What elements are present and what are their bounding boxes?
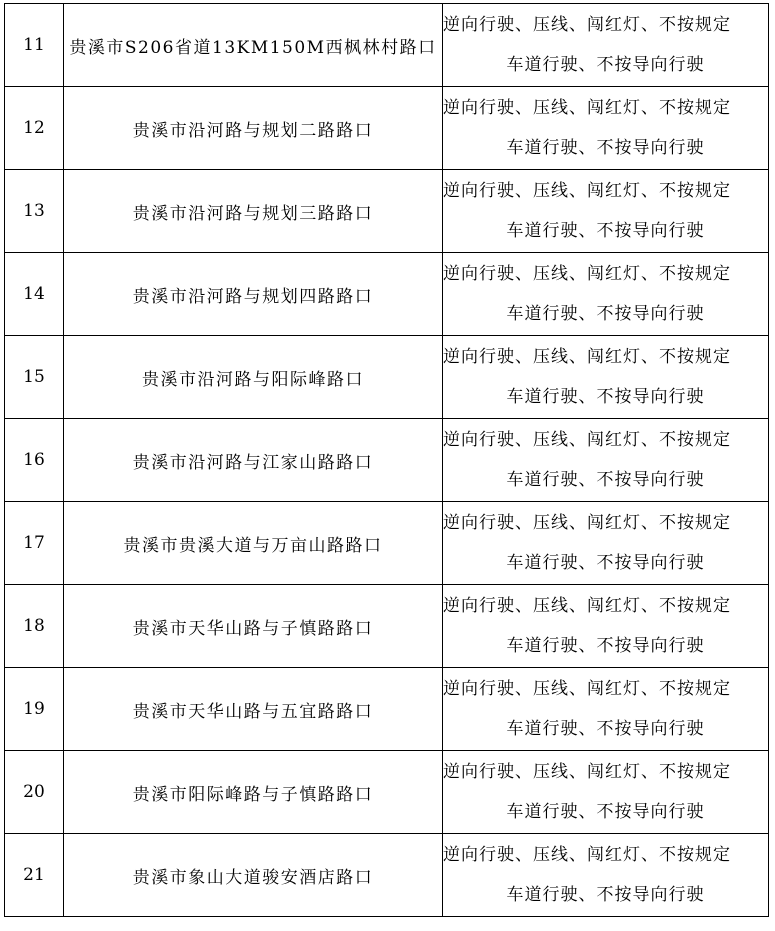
violation-text-line2: 车道行驶、不按导向行驶 bbox=[506, 304, 705, 324]
violation-text-line2: 车道行驶、不按导向行驶 bbox=[506, 138, 705, 158]
location-cell: 贵溪市贵溪大道与万亩山路路口 bbox=[64, 502, 443, 585]
location-cell: 贵溪市象山大道骏安酒店路口 bbox=[64, 834, 443, 917]
table-row bbox=[5, 87, 769, 170]
violation-text-line1: 逆向行驶、压线、闯红灯、不按规定 bbox=[443, 679, 731, 699]
table-row bbox=[5, 585, 769, 668]
table-row bbox=[5, 834, 769, 917]
violation-cell bbox=[443, 87, 769, 170]
violation-cell bbox=[443, 668, 769, 751]
violation-text-line2: 车道行驶、不按导向行驶 bbox=[506, 885, 705, 905]
row-number: 16 bbox=[5, 419, 64, 502]
row-number: 17 bbox=[5, 502, 64, 585]
location-cell: 贵溪市S206省道13KM150M西枫林村路口 bbox=[64, 4, 443, 87]
location-cell: 贵溪市天华山路与子慎路路口 bbox=[64, 585, 443, 668]
violation-text-line2: 车道行驶、不按导向行驶 bbox=[506, 221, 705, 241]
violation-text-line1: 逆向行驶、压线、闯红灯、不按规定 bbox=[443, 264, 731, 284]
violation-cell bbox=[443, 4, 769, 87]
table-row bbox=[5, 253, 769, 336]
violation-text-line1: 逆向行驶、压线、闯红灯、不按规定 bbox=[443, 15, 731, 35]
violation-text-line2: 车道行驶、不按导向行驶 bbox=[506, 719, 705, 739]
violation-text-line1: 逆向行驶、压线、闯红灯、不按规定 bbox=[443, 181, 731, 201]
violation-cell bbox=[443, 419, 769, 502]
violation-text-line2: 车道行驶、不按导向行驶 bbox=[506, 387, 705, 407]
table-row bbox=[5, 336, 769, 419]
table-row bbox=[5, 419, 769, 502]
location-cell: 贵溪市阳际峰路与子慎路路口 bbox=[64, 751, 443, 834]
location-cell: 贵溪市沿河路与规划三路路口 bbox=[64, 170, 443, 253]
violation-text-line1: 逆向行驶、压线、闯红灯、不按规定 bbox=[443, 347, 731, 367]
violation-text-line1: 逆向行驶、压线、闯红灯、不按规定 bbox=[443, 430, 731, 450]
row-number: 15 bbox=[5, 336, 64, 419]
violation-text-line2: 车道行驶、不按导向行驶 bbox=[506, 55, 705, 75]
violation-location-table bbox=[4, 3, 769, 917]
violation-cell bbox=[443, 253, 769, 336]
row-number: 21 bbox=[5, 834, 64, 917]
table-row bbox=[5, 4, 769, 87]
violation-cell bbox=[443, 751, 769, 834]
violation-text-line1: 逆向行驶、压线、闯红灯、不按规定 bbox=[443, 596, 731, 616]
violation-text-line1: 逆向行驶、压线、闯红灯、不按规定 bbox=[443, 762, 731, 782]
violation-cell bbox=[443, 170, 769, 253]
violation-text-line2: 车道行驶、不按导向行驶 bbox=[506, 802, 705, 822]
violation-text-line1: 逆向行驶、压线、闯红灯、不按规定 bbox=[443, 98, 731, 118]
location-cell: 贵溪市沿河路与规划四路路口 bbox=[64, 253, 443, 336]
violation-text-line2: 车道行驶、不按导向行驶 bbox=[506, 553, 705, 573]
violation-text-line1: 逆向行驶、压线、闯红灯、不按规定 bbox=[443, 845, 731, 865]
violation-text-line2: 车道行驶、不按导向行驶 bbox=[506, 636, 705, 656]
location-cell: 贵溪市天华山路与五宜路路口 bbox=[64, 668, 443, 751]
table-row bbox=[5, 668, 769, 751]
violation-cell bbox=[443, 336, 769, 419]
location-cell: 贵溪市沿河路与规划二路路口 bbox=[64, 87, 443, 170]
location-cell: 贵溪市沿河路与江家山路路口 bbox=[64, 419, 443, 502]
row-number: 12 bbox=[5, 87, 64, 170]
violation-text-line1: 逆向行驶、压线、闯红灯、不按规定 bbox=[443, 513, 731, 533]
violation-cell bbox=[443, 502, 769, 585]
location-cell: 贵溪市沿河路与阳际峰路口 bbox=[64, 336, 443, 419]
table-row bbox=[5, 170, 769, 253]
row-number: 18 bbox=[5, 585, 64, 668]
table-row bbox=[5, 502, 769, 585]
violation-text-line2: 车道行驶、不按导向行驶 bbox=[506, 470, 705, 490]
row-number: 19 bbox=[5, 668, 64, 751]
violation-cell bbox=[443, 585, 769, 668]
row-number: 11 bbox=[5, 4, 64, 87]
row-number: 14 bbox=[5, 253, 64, 336]
table-row bbox=[5, 751, 769, 834]
row-number: 13 bbox=[5, 170, 64, 253]
row-number: 20 bbox=[5, 751, 64, 834]
violation-cell bbox=[443, 834, 769, 917]
